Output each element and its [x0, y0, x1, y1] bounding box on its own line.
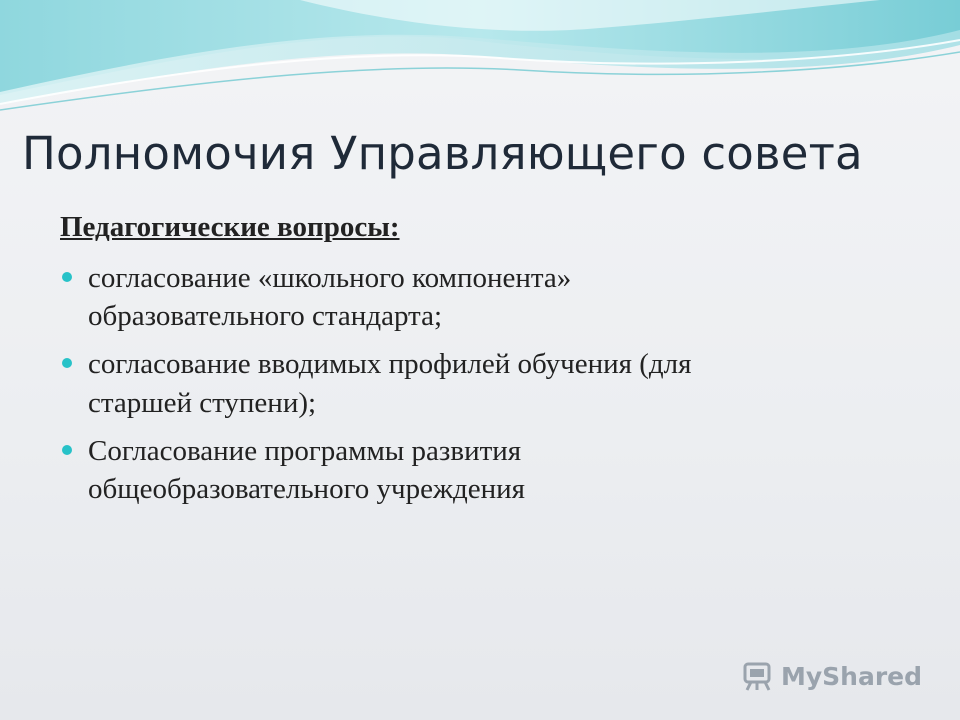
bullet-text-line: согласование «школьного компонента» — [88, 261, 572, 294]
slide-body — [60, 210, 920, 518]
bullet-text-line: образовательного стандарта; — [88, 300, 443, 333]
bullet-icon — [62, 445, 72, 455]
bullet-text-line: старшей ступени); — [88, 386, 317, 419]
bullet-text-line: согласование вводимых профилей обучения (для — [88, 348, 692, 381]
list-item — [60, 345, 920, 422]
bullet-text-line: Согласование программы развития — [88, 434, 522, 467]
bullet-list — [60, 259, 920, 509]
slide-title: Полномочия Управляющего совета — [22, 127, 863, 180]
bullet-icon — [62, 358, 72, 368]
section-subheading: Педагогические вопросы: — [60, 211, 400, 243]
header-wave-decoration — [0, 0, 960, 120]
watermark-text: MyShared — [780, 661, 922, 691]
watermark — [741, 660, 922, 692]
myshared-logo-icon — [741, 660, 775, 692]
list-item — [60, 259, 920, 336]
bullet-text-line: общеобразовательного учреждения — [88, 473, 525, 506]
bullet-icon — [62, 272, 72, 282]
list-item — [60, 432, 920, 509]
